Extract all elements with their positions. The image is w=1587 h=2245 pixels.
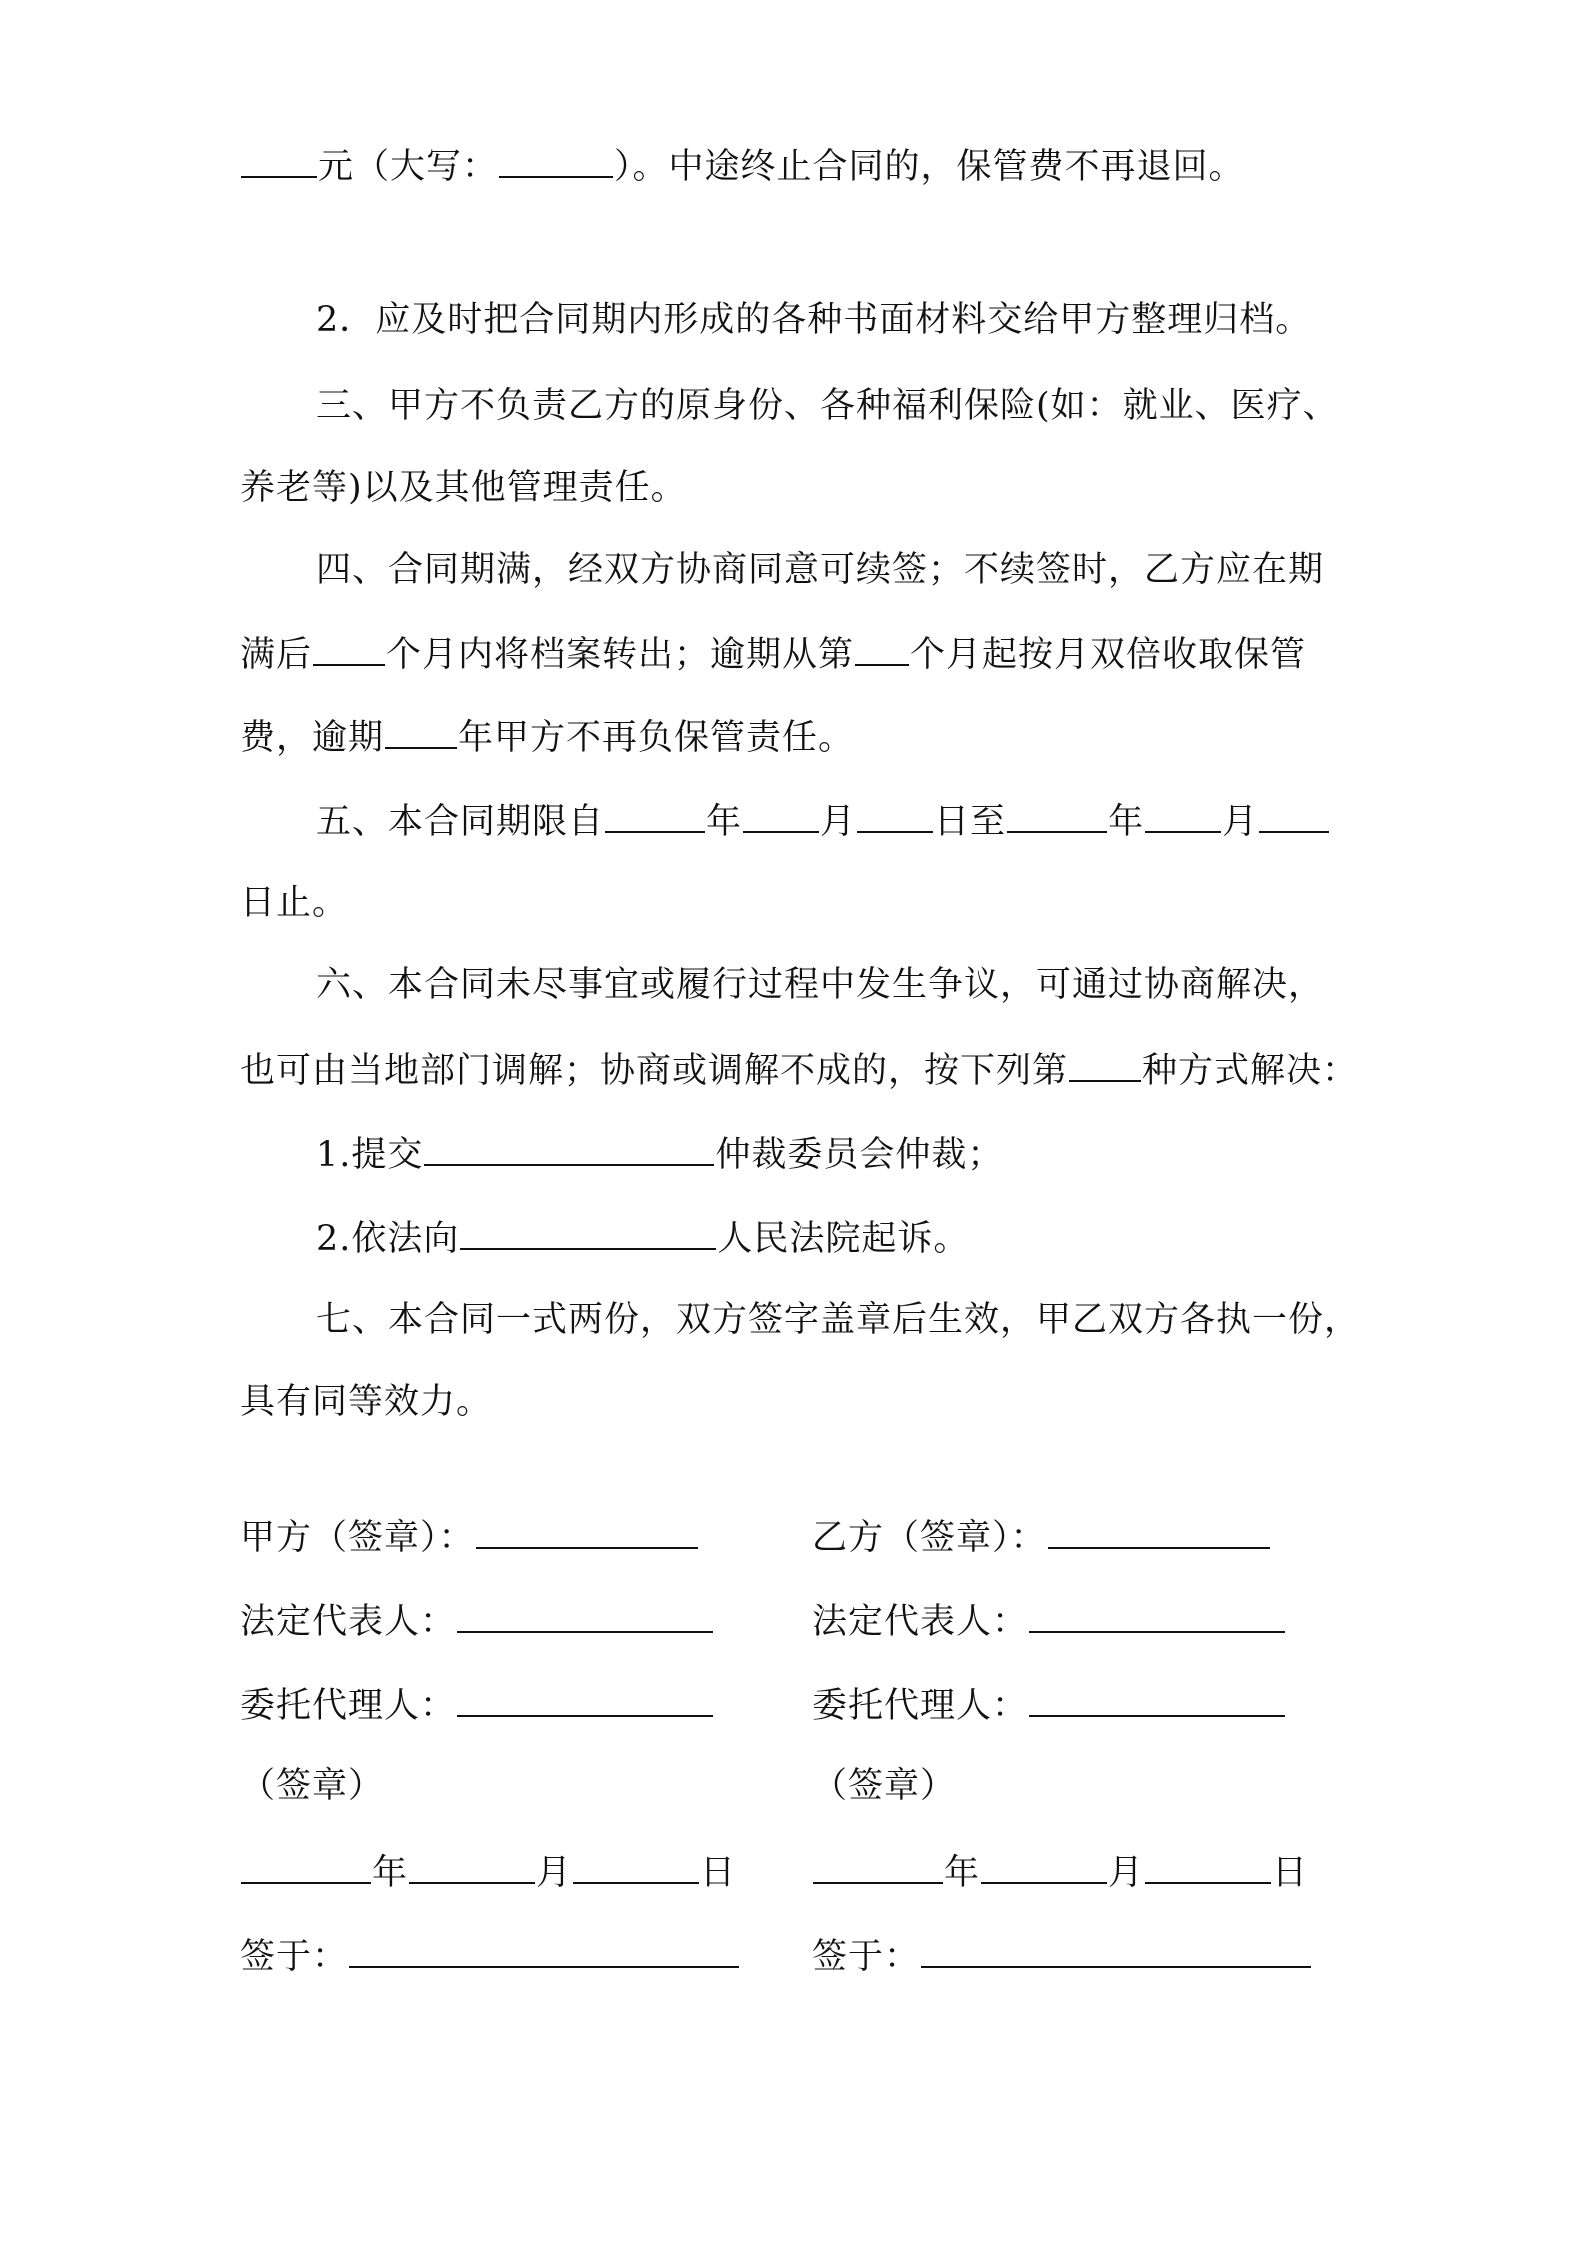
party-b-agent-row: 委托代理人： bbox=[812, 1681, 1286, 1728]
party-b-date-row: 年 月 日 bbox=[812, 1848, 1308, 1895]
party-b-place-blank[interactable] bbox=[921, 1932, 1311, 1968]
end-day-blank[interactable] bbox=[1259, 797, 1329, 833]
clause-2: 2．应及时把合同期内形成的各种书面材料交给甲方整理归档。 bbox=[316, 300, 1312, 340]
start-month-blank[interactable] bbox=[743, 797, 819, 833]
party-a-date-row: 年 月 日 bbox=[240, 1848, 736, 1895]
clause-3-line1: 三、甲方不负责乙方的原身份、各种福利保险(如：就业、医疗、 bbox=[316, 386, 1339, 426]
months-blank[interactable] bbox=[313, 630, 385, 666]
party-a-legal-rep-blank[interactable] bbox=[457, 1597, 713, 1633]
arbitration-commission-blank[interactable] bbox=[424, 1130, 714, 1166]
party-a-legal-rep-row: 法定代表人： bbox=[240, 1597, 714, 1644]
party-a-seal-label: （签章） bbox=[240, 1766, 385, 1806]
start-year-blank[interactable] bbox=[605, 797, 705, 833]
party-a-seal-row: 甲方（签章）： bbox=[240, 1513, 699, 1560]
clause-4-line1: 四、合同期满，经双方协商同意可续签；不续签时，乙方应在期 bbox=[316, 550, 1325, 590]
clause-6-line2: 也可由当地部门调解；协商或调解不成的，按下列第 种方式解决： bbox=[240, 1046, 1358, 1093]
method-choice-blank[interactable] bbox=[1069, 1046, 1141, 1082]
clause-7-line1: 七、本合同一式两份，双方签字盖章后生效，甲乙双方各执一份， bbox=[316, 1300, 1361, 1340]
clause-fee-line: 元（大写： ）。中途终止合同的，保管费不再退回。 bbox=[240, 142, 1245, 189]
party-a-place-blank[interactable] bbox=[349, 1932, 739, 1968]
party-a-agent-row: 委托代理人： bbox=[240, 1681, 714, 1728]
amount-blank[interactable] bbox=[241, 142, 317, 178]
start-day-blank[interactable] bbox=[857, 797, 933, 833]
court-blank[interactable] bbox=[460, 1214, 716, 1250]
clause-4-line2: 满后 个月内将档案转出；逾期从第 个月起按月双倍收取保管 bbox=[240, 630, 1306, 677]
clause-6-option2: 2.依法向 人民法院起诉。 bbox=[316, 1214, 969, 1261]
party-b-signed-at-row: 签于： bbox=[812, 1932, 1312, 1979]
party-b-day-blank[interactable] bbox=[1145, 1848, 1271, 1884]
party-a-day-blank[interactable] bbox=[573, 1848, 699, 1884]
clause-3-line2: 养老等)以及其他管理责任。 bbox=[240, 468, 687, 508]
amount-capital-blank[interactable] bbox=[499, 142, 613, 178]
party-b-agent-blank[interactable] bbox=[1029, 1681, 1285, 1717]
overdue-years-blank[interactable] bbox=[385, 713, 457, 749]
overdue-month-blank[interactable] bbox=[855, 630, 909, 666]
party-b-legal-rep-blank[interactable] bbox=[1029, 1597, 1285, 1633]
party-a-month-blank[interactable] bbox=[409, 1848, 535, 1884]
party-b-seal-label: （签章） bbox=[812, 1766, 957, 1806]
clause-7-line2: 具有同等效力。 bbox=[240, 1382, 493, 1422]
clause-5-line2: 日止。 bbox=[240, 883, 349, 923]
party-b-month-blank[interactable] bbox=[981, 1848, 1107, 1884]
clause-4-line3: 费，逾期 年甲方不再负保管责任。 bbox=[240, 713, 854, 760]
party-a-seal-blank[interactable] bbox=[476, 1513, 698, 1549]
party-a-agent-blank[interactable] bbox=[457, 1681, 713, 1717]
party-b-seal-blank[interactable] bbox=[1048, 1513, 1270, 1549]
party-a-signed-at-row: 签于： bbox=[240, 1932, 740, 1979]
party-b-legal-rep-row: 法定代表人： bbox=[812, 1597, 1286, 1644]
clause-6-line1: 六、本合同未尽事宜或履行过程中发生争议，可通过协商解决， bbox=[316, 965, 1325, 1005]
end-year-blank[interactable] bbox=[1007, 797, 1107, 833]
party-b-seal-row: 乙方（签章）： bbox=[812, 1513, 1271, 1560]
party-b-year-blank[interactable] bbox=[813, 1848, 943, 1884]
clause-5-line1: 五、本合同期限自 年 月 日至 年 月 bbox=[316, 797, 1330, 844]
clause-6-option1: 1.提交 仲裁委员会仲裁； bbox=[316, 1130, 1003, 1177]
end-month-blank[interactable] bbox=[1145, 797, 1221, 833]
party-a-year-blank[interactable] bbox=[241, 1848, 371, 1884]
